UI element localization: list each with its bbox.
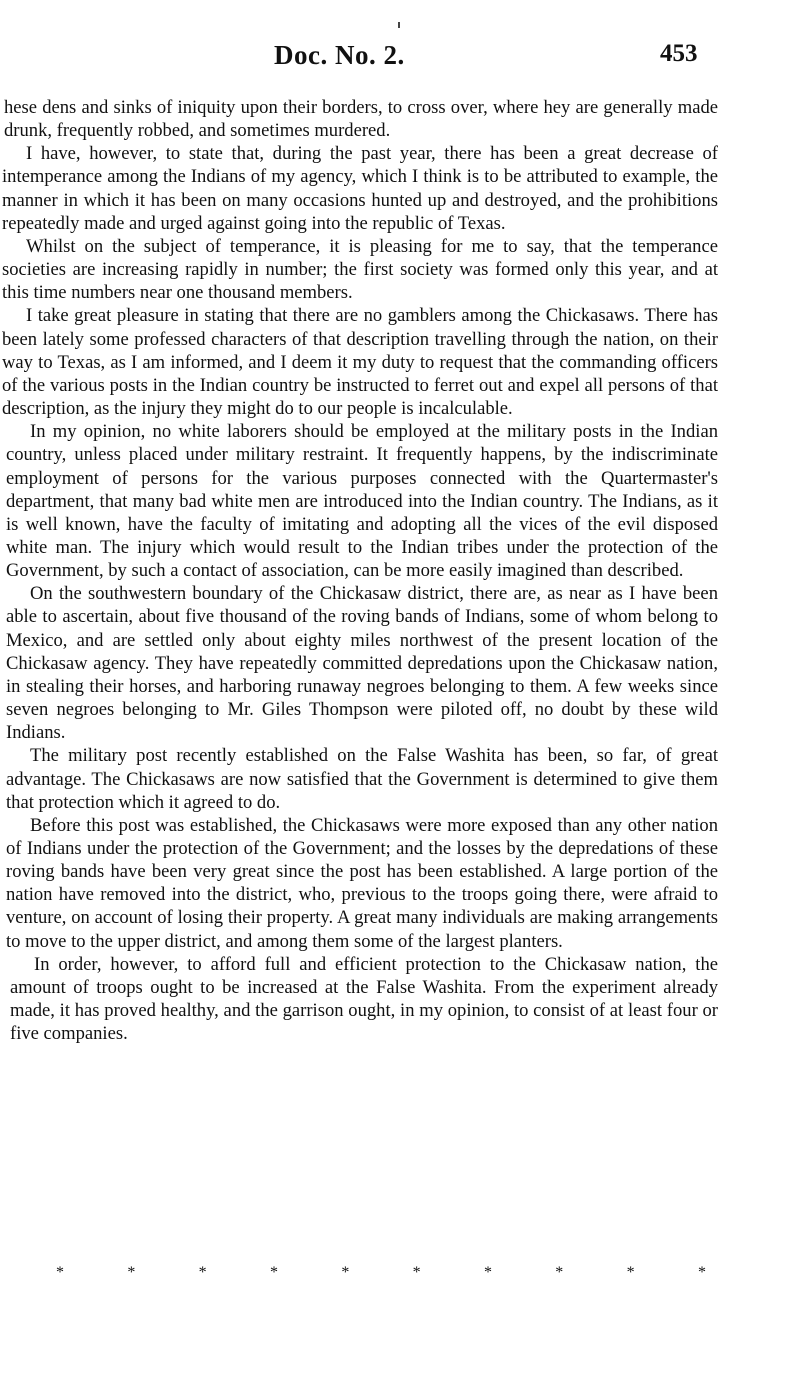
section-separator xyxy=(56,1264,706,1282)
paragraph-5: In my opinion, no white laborers should be employed at the military posts in the Indian country, unless placed under military restraint. It frequently happens, by the indiscriminate employment of persons for the various purposes connected with the Quartermaster's department, that many bad white men are introduced into the Indian country. The Indians, as it is well known, have the faculty of imitating and adopting all the vices of the evil disposed white man. The injury which would result to the Indian tribes under the protection of the Government, by such a contact of association, can be more easily imagined than described. xyxy=(6,421,718,582)
separator-star: * xyxy=(626,1264,635,1281)
separator-star: * xyxy=(341,1264,350,1281)
separator-star: * xyxy=(198,1264,207,1281)
body-text xyxy=(0,96,718,1045)
separator-star: * xyxy=(56,1264,64,1281)
separator-star: * xyxy=(412,1264,421,1281)
paragraph-2: I have, however, to state that, during the past year, there has been a great decrease of intemperance among the Indians of my agency, which I think is to be attributed to example, the manner in which it has been on many occasions hunted up and destroyed, and the prohibitions repeatedly made and urged against going into the republic of Texas. xyxy=(2,143,718,234)
paragraph-4: I take great pleasure in stating that there are no gamblers among the Chickasaws. There has been lately some professed characters of that description travelling through the nation, on their way to Texas, as I am informed, and I deem it my duty to request that the commanding officers of the various posts in the Indian country be instructed to ferret out and expel all persons of that description, as the injury they might do to our people is incalculable. xyxy=(2,305,718,420)
paragraph-7: The military post recently established on the False Washita has been, so far, of great advantage. The Chickasaws are now satisfied that the Government is determined to give them that protection which it agreed to do. xyxy=(6,745,718,813)
paragraph-9: In order, however, to afford full and efficient protection to the Chickasaw nation, the amount of troops ought to be increased at the False Washita. From the experiment already made, it has proved healthy, and the garrison ought, in my opinion, to consist of at least four or five companies. xyxy=(10,953,718,1045)
separator-star: * xyxy=(483,1264,492,1281)
separator-star: * xyxy=(697,1264,706,1281)
paragraph-8: Before this post was established, the Chickasaws were more exposed than any other nation of Indians under the protection of the Government; and the losses by the depredations of these roving bands have been very great since the post has been established. A large portion of the nation have removed into the district, who, previous to the troops going there, were afraid to venture, on account of losing their property. A great many individuals are making arrangements to move to the upper district, and among them some of the largest planters. xyxy=(6,814,718,952)
paragraph-1: hese dens and sinks of iniquity upon their borders, to cross over, where hey are generally made drunk, frequently robbed, and sometimes murdered. xyxy=(4,97,718,142)
page-header xyxy=(0,40,807,80)
document-title: Doc. No. 2. xyxy=(274,40,405,70)
paragraph-6: On the southwestern boundary of the Chickasaw district, there are, as near as I have been able to ascertain, about five thousand of the roving bands of Indians, some of whom belong to Mexico, and are settled only about eighty miles northwest of the present location of the Chickasaw agency. They have repeatedly committed depredations upon the Chickasaw nation, in stealing their horses, and harboring runaway negroes belonging to them. A few weeks since seven negroes belonging to Mr. Giles Thompson were piloted off, no doubt by these wild Indians. xyxy=(6,583,718,744)
page-number: 453 xyxy=(660,40,698,67)
separator-star: * xyxy=(269,1264,278,1281)
separator-star: * xyxy=(555,1264,564,1281)
separator-star: * xyxy=(127,1264,136,1281)
print-speck xyxy=(398,22,400,28)
paragraph-3: Whilst on the subject of temperance, it is pleasing for me to say, that the temperance societies are increasing rapidly in number; the first society was formed only this year, and at this time numbers near one thousand members. xyxy=(2,235,718,304)
